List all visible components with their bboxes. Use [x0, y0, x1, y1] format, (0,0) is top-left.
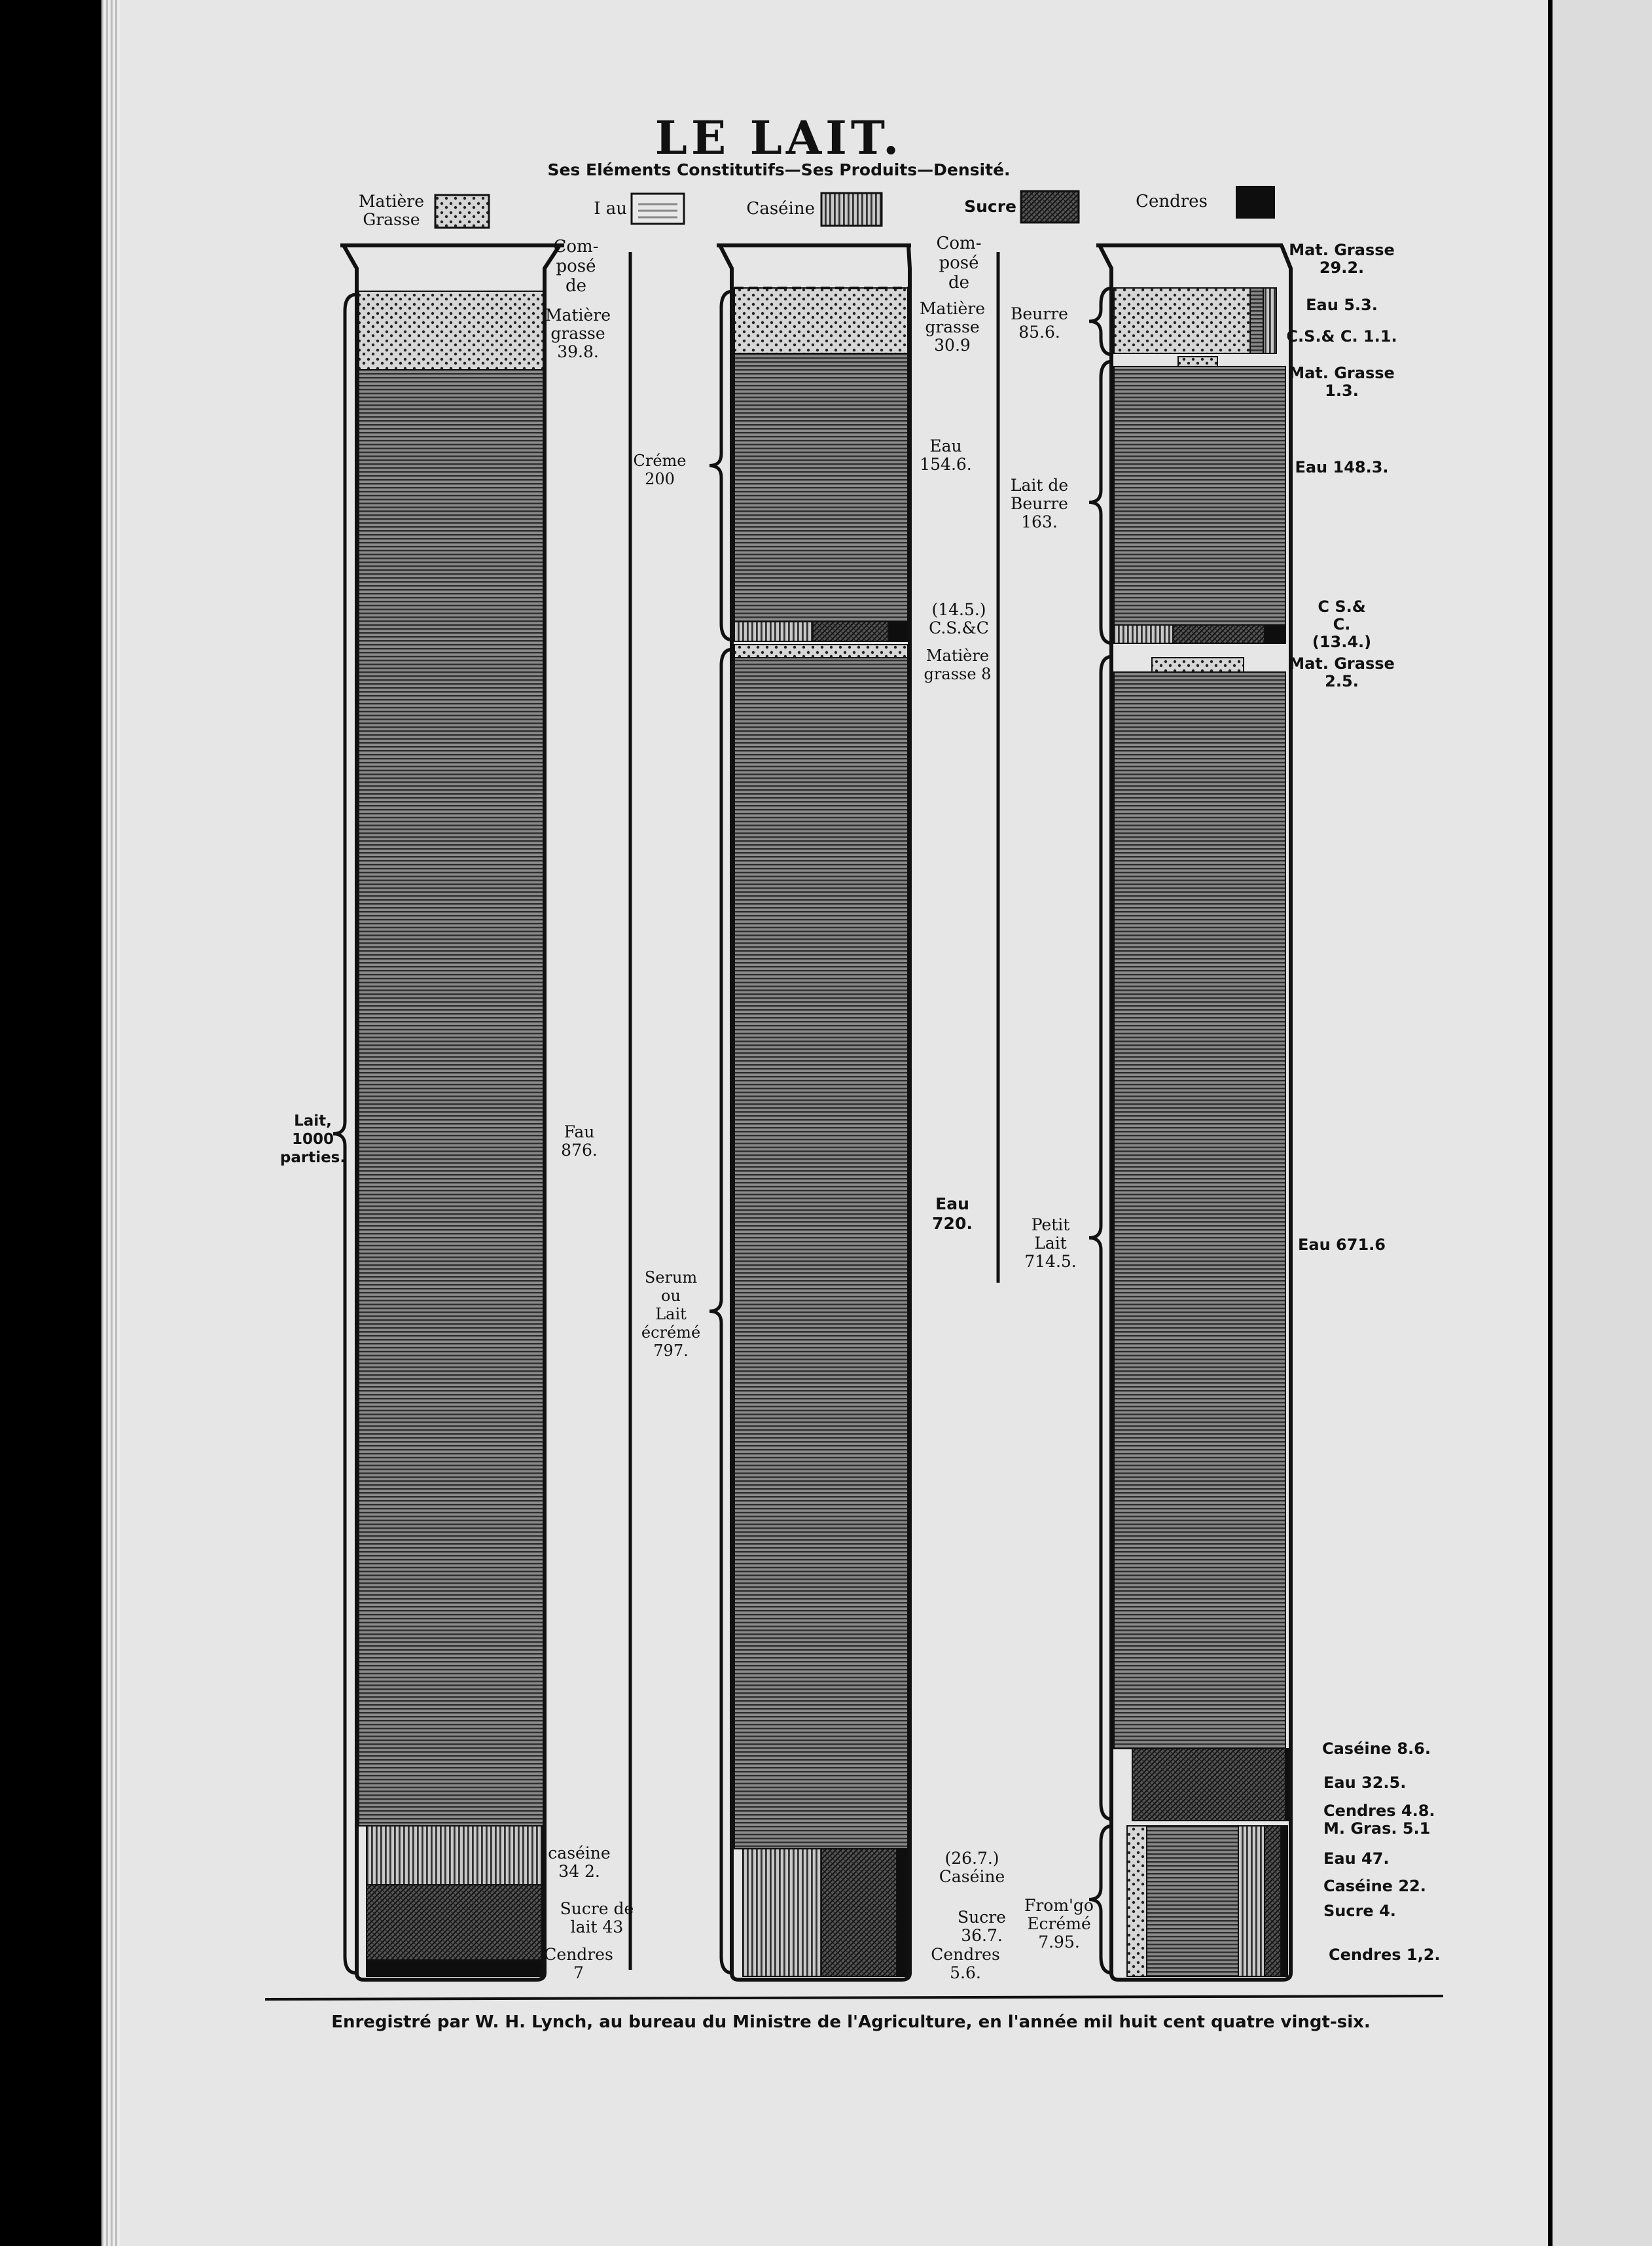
- col2-water-serum: [734, 658, 908, 1849]
- label-col1-ash: Cendres 7: [544, 1945, 613, 1982]
- label-col2-ash-serum: Cendres 5.6.: [931, 1945, 1000, 1982]
- legend-swatch-sugar: [1021, 191, 1079, 223]
- label-col3-ash-whey: Cendres 4.8.: [1323, 1802, 1435, 1820]
- brace-serum: [709, 649, 733, 1973]
- label-col3-water-whey2: Eau 32.5.: [1323, 1774, 1407, 1792]
- brace-lait: [333, 294, 357, 1973]
- label-col2-sugar-serum: Sucre 36.7.: [958, 1908, 1006, 1945]
- col2-fat-cream: [734, 288, 908, 353]
- legend-label-sugar: Sucre: [964, 197, 1016, 216]
- label-col2-fat-cream: Matière grasse 30.9: [919, 299, 986, 355]
- group-label-beurre: Beurre 85.6.: [1011, 304, 1068, 342]
- label-col1-sugar: Sucre de lait 43: [560, 1899, 634, 1936]
- col3-sugar-cheese: [1265, 1826, 1281, 1976]
- brace-beurre: [1089, 288, 1113, 355]
- brace-creme: [709, 291, 733, 640]
- col3-ash-cheese: [1281, 1826, 1287, 1976]
- col1-sugar: [367, 1885, 542, 1960]
- col2-ash-cream: [888, 622, 908, 641]
- label-col1-fat: Matière grasse 39.8.: [545, 306, 611, 361]
- legend-swatch-casein: [821, 193, 882, 226]
- legend-label-fat: Matière Grasse: [358, 192, 425, 229]
- label-col3-casein-cheese: Caséine 22.: [1323, 1877, 1426, 1895]
- label-col2-casein-serum: (26.7.) Caséine: [939, 1849, 1005, 1886]
- col3-cs-butter: [1263, 288, 1276, 353]
- label-col2-cs-cream: (14.5.) C.S.&C: [929, 600, 989, 637]
- legend-swatch-fat: [435, 195, 489, 228]
- col1-fat: [359, 291, 543, 370]
- col1-casein: [367, 1826, 542, 1885]
- label-col2-water-cream: Eau 154.6.: [920, 437, 972, 474]
- col3-fat-buttermilk: [1178, 357, 1217, 366]
- group-label-petit-lait: Petit Lait 714.5.: [1024, 1215, 1077, 1271]
- diagram-subtitle: Ses Eléments Constitutifs—Ses Produits—Densité.: [547, 160, 1011, 179]
- col3-fat-whey: [1152, 658, 1244, 672]
- col3-fat-butter: [1114, 288, 1250, 353]
- col2-fat-serum: [734, 645, 908, 658]
- label-col3-water-whey: Eau 671.6: [1298, 1236, 1386, 1254]
- legend-swatch-ash: [1236, 186, 1275, 219]
- label-col3-fat-buttermilk: Mat. Grasse 1.3.: [1289, 364, 1395, 400]
- label-col3-cs-buttermilk: C S.& C. (13.4.): [1312, 597, 1372, 651]
- col1-header: Com-posé de: [553, 237, 599, 296]
- label-col1-water: Fau 876.: [561, 1122, 598, 1160]
- group-label-fromage: From'go Ecrémé 7.95.: [1024, 1896, 1094, 1952]
- footer-rule: [265, 1996, 1443, 1999]
- col2-header: Com-posé de: [936, 234, 982, 293]
- label-col3-ash-cheese: Cendres 1,2.: [1329, 1946, 1441, 1964]
- col2-sugar-serum: [821, 1849, 897, 1976]
- col3-casein-cheese: [1238, 1826, 1265, 1976]
- label-col3-fat-cheese: M. Gras. 5.1: [1323, 1819, 1431, 1838]
- col3-casein-buttermilk: [1114, 625, 1173, 643]
- label-col3-fat-butter: Mat. Grasse 29.2.: [1289, 241, 1395, 277]
- col3-sugar-whey: [1132, 1749, 1285, 1821]
- label-col2-fat-serum: Matière grasse 8: [924, 647, 992, 683]
- col2-ash-serum: [897, 1849, 908, 1976]
- label-col3-water-buttermilk: Eau 148.3.: [1295, 458, 1389, 476]
- col3-water-buttermilk: [1114, 366, 1285, 625]
- group-label-serum: Serum ou Lait écrémé 797.: [641, 1268, 701, 1360]
- label-col3-sugar-cheese: Sucre 4.: [1323, 1902, 1396, 1920]
- col2-casein-serum: [743, 1849, 821, 1976]
- label-col3-fat-whey: Mat. Grasse 2.5.: [1289, 654, 1395, 690]
- col3-sugar-buttermilk: [1173, 625, 1265, 643]
- legend-swatch-water: [632, 194, 684, 224]
- label-col2-water-serum: Eau 720.: [932, 1194, 973, 1233]
- legend: [359, 186, 1275, 229]
- col2-water-cream: [734, 353, 908, 622]
- legend-label-ash: Cendres: [1136, 192, 1208, 211]
- col3-ash-whey: [1285, 1749, 1289, 1821]
- col3-fat-cheese: [1127, 1826, 1147, 1976]
- col3-water-butter: [1250, 288, 1263, 353]
- label-col3-water-cheese: Eau 47.: [1323, 1849, 1390, 1868]
- col1-water: [359, 370, 543, 1826]
- col3-ash-buttermilk: [1265, 625, 1285, 643]
- label-col3-cs-butter: C.S.& C. 1.1.: [1286, 327, 1397, 346]
- label-col1-casein: caséine 34 2.: [548, 1844, 611, 1881]
- legend-label-water: I au: [594, 199, 627, 219]
- col3-water-cheese: [1147, 1826, 1238, 1976]
- group-label-lait: Lait, 1000 parties.: [279, 1113, 346, 1166]
- group-label-lait-beurre: Lait de Beurre 163.: [1010, 476, 1069, 531]
- legend-label-casein: Caséine: [746, 199, 815, 219]
- diagram-title: LE LAIT.: [655, 111, 903, 165]
- brace-lait-beurre: [1089, 361, 1113, 643]
- col2-sugar-cream: [813, 622, 888, 641]
- col2-casein-cream: [734, 622, 813, 641]
- group-label-creme: Créme 200: [633, 452, 687, 488]
- col3-water-whey: [1114, 672, 1285, 1749]
- label-col3-water-butter: Eau 5.3.: [1306, 296, 1378, 314]
- brace-petit-lait: [1089, 656, 1113, 1819]
- footer-text: Enregistré par W. H. Lynch, au bureau du Ministre de l'Agriculture, en l'année mil huit cent quatre vingt-six.: [331, 2012, 1371, 2032]
- col1-ash: [367, 1960, 542, 1976]
- label-col3-casein-whey: Caséine 8.6.: [1322, 1739, 1431, 1758]
